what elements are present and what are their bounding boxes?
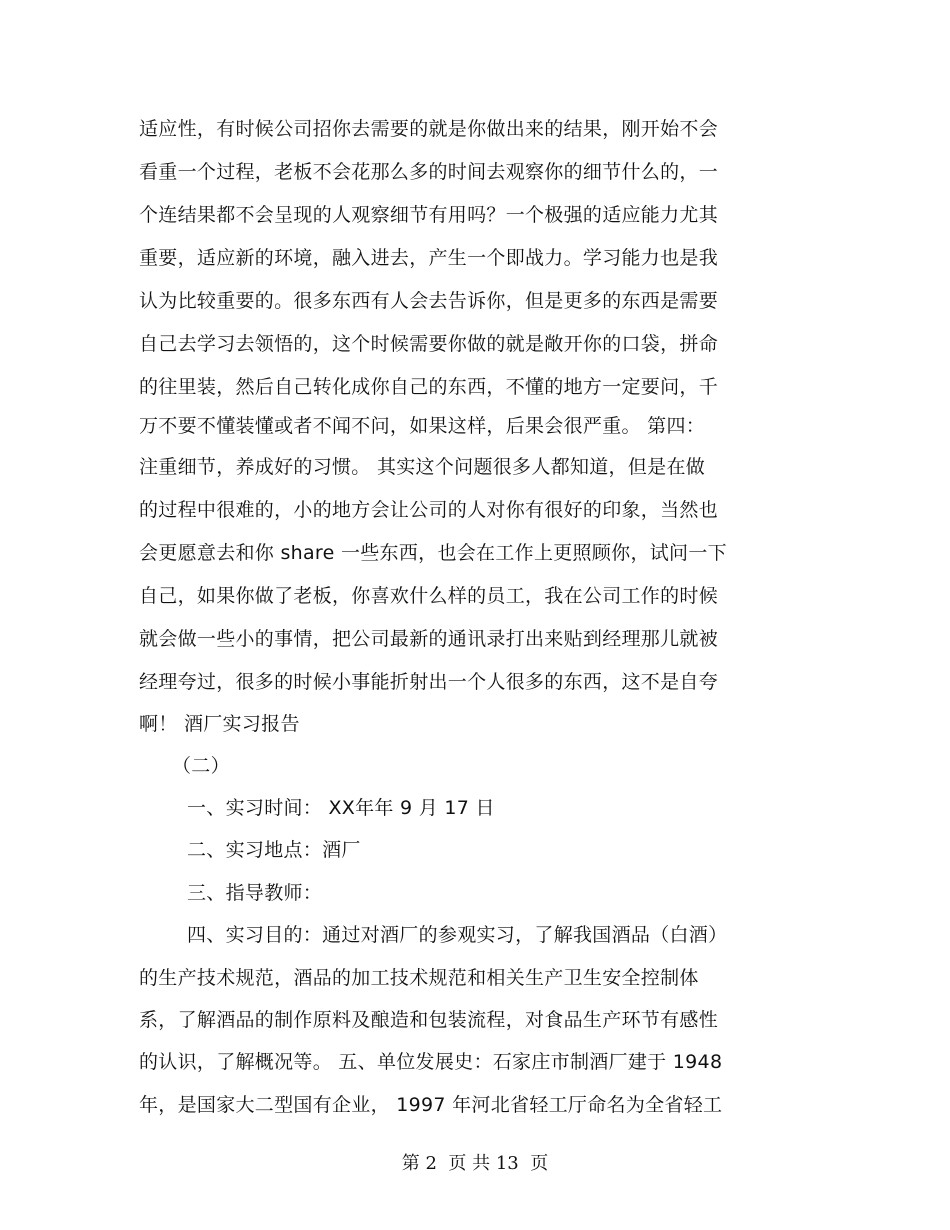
text-line-12: 自己，如果你做了老板，你喜欢什么样的员工，我在公司工作的时候 [139, 585, 719, 607]
text-line-5: 认为比较重要的。很多东西有人会去告诉你，但是更多的东西是需要 [139, 290, 719, 312]
text-line-15: 啊！ 酒厂实习报告 [139, 713, 300, 735]
text-line-6: 自己去学习去领悟的，这个时候需要你做的就是敞开你的口袋，拼命 [139, 333, 719, 355]
text-line-7: 的往里装，然后自己转化成你自己的东西，不懂的地方一定要问，千 [139, 376, 719, 398]
text-line-3: 个连结果都不会呈现的人观察细节有用吗？一个极强的适应能力尤其 [139, 204, 719, 226]
text-line-20: 四、实习目的：通过对酒厂的参观实习，了解我国酒品（白酒） [187, 924, 728, 946]
text-line-10: 的过程中很难的，小的地方会让公司的人对你有很好的印象，当然也 [139, 499, 719, 521]
text-line-11: 会更愿意去和你 share 一些东西，也会在工作上更照顾你，试问一下 [139, 542, 727, 564]
text-line-2: 看重一个过程，老板不会花那么多的时间去观察你的细节什么的，一 [139, 161, 719, 183]
page-number-footer: 第 2 页 共 13 页 [401, 1153, 549, 1174]
text-line-1: 适应性，有时候公司招你去需要的就是你做出来的结果，刚开始不会 [139, 118, 719, 140]
text-line-22: 系，了解酒品的制作原料及酿造和包装流程，对食品生产环节有感性 [139, 1009, 719, 1031]
text-line-13: 就会做一些小的事情，把公司最新的通讯录打出来贴到经理那儿就被 [139, 628, 719, 650]
text-line-8: 万不要不懂装懂或者不闻不问，如果这样，后果会很严重。 第四： [139, 415, 706, 437]
text-line-4: 重要，适应新的环境，融入进去，产生一个即战力。学习能力也是我 [139, 247, 719, 269]
text-line-14: 经理夸过，很多的时候小事能折射出一个人很多的东西，这不是自夸 [139, 671, 719, 693]
text-line-19: 三、指导教师： [187, 882, 323, 904]
text-line-24: 年，是国家大二型国有企业， 1997 年河北省轻工厅命名为全省轻工 [139, 1094, 723, 1116]
text-line-17: 一、实习时间： XX年年 9 月 17 日 [187, 797, 495, 819]
text-line-9: 注重细节，养成好的习惯。 其实这个问题很多人都知道，但是在做 [139, 456, 706, 478]
text-line-21: 的生产技术规范，酒品的加工技术规范和相关生产卫生安全控制体 [139, 967, 699, 989]
text-line-18: 二、实习地点：酒厂 [187, 839, 361, 861]
text-line-23: 的认识，了解概况等。 五、单位发展史：石家庄市制酒厂建于 1948 [139, 1051, 723, 1073]
section-heading: （二） [172, 755, 230, 777]
